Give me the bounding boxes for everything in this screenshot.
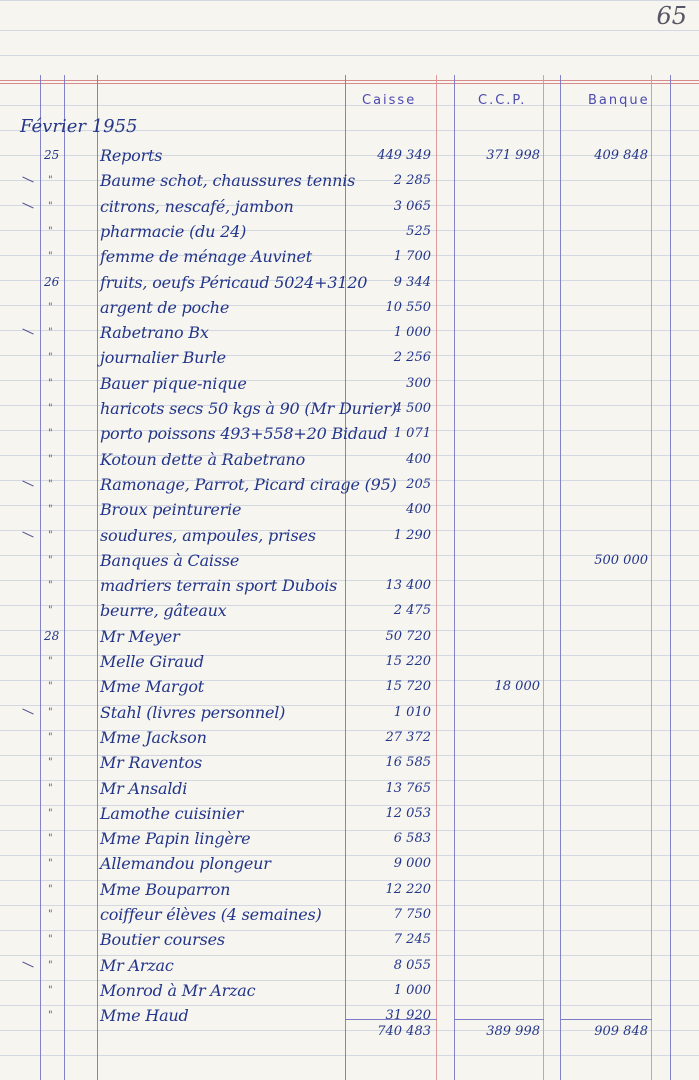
entry-day: 26 bbox=[44, 274, 60, 289]
entry-amount-caisse: 300 bbox=[406, 375, 431, 391]
ledger-row bbox=[0, 320, 699, 345]
entry-day: " bbox=[48, 807, 53, 819]
ledger-row bbox=[0, 776, 699, 801]
ledger-row bbox=[0, 750, 699, 775]
ledger-row bbox=[0, 978, 699, 1003]
entry-amount-caisse: 16 585 bbox=[385, 755, 431, 771]
caisse-header: Caisse bbox=[362, 93, 417, 108]
entry-amount-caisse: 27 372 bbox=[385, 729, 431, 745]
ledger-row bbox=[0, 421, 699, 446]
ledger-row bbox=[0, 270, 699, 295]
entry-amount-banque: 500 000 bbox=[594, 552, 648, 568]
entry-amount-caisse: 1 071 bbox=[393, 426, 431, 442]
entry-day: " bbox=[48, 377, 53, 389]
entry-amount-caisse: 15 220 bbox=[385, 654, 431, 669]
check-mark bbox=[22, 202, 33, 208]
entry-description: Mme Bouparron bbox=[100, 879, 231, 899]
entry-day: " bbox=[48, 327, 53, 339]
entry-description: Mme Haud bbox=[100, 1006, 189, 1026]
ledger-row bbox=[0, 345, 699, 370]
entry-amount-caisse: 15 720 bbox=[385, 679, 431, 695]
entry-day: " bbox=[48, 934, 53, 946]
entry-description: haricots secs 50 kgs à 90 (Mr Durier) bbox=[100, 399, 397, 418]
ledger-row bbox=[0, 143, 699, 168]
ledger-row bbox=[0, 649, 699, 674]
entry-description: Allemandou plongeur bbox=[100, 854, 271, 874]
ledger-row bbox=[0, 902, 699, 927]
entry-day: " bbox=[48, 301, 53, 313]
entry-description: Mr Meyer bbox=[100, 626, 180, 646]
entry-amount-caisse: 449 349 bbox=[377, 148, 431, 163]
entry-description: Ramonage, Parrot, Picard cirage (95) bbox=[100, 474, 397, 494]
ledger-row bbox=[0, 674, 699, 699]
entry-amount-caisse: 3 065 bbox=[393, 198, 431, 214]
entry-amount-caisse: 2 475 bbox=[393, 603, 431, 619]
ledger-row bbox=[0, 598, 699, 623]
ledger-row bbox=[0, 826, 699, 851]
entry-amount-caisse: 1 010 bbox=[393, 704, 431, 720]
check-mark bbox=[22, 329, 33, 335]
entry-amount-caisse: 50 720 bbox=[385, 628, 431, 644]
entry-amount-caisse: 7 245 bbox=[393, 932, 431, 948]
entry-amount-caisse: 9 344 bbox=[393, 274, 431, 290]
ledger-row bbox=[0, 953, 699, 978]
ledger-row bbox=[0, 851, 699, 876]
entry-amount-caisse: 10 550 bbox=[385, 299, 431, 315]
entry-amount-caisse: 13 765 bbox=[385, 780, 431, 796]
ledger-row bbox=[0, 877, 699, 902]
entry-day: " bbox=[48, 605, 53, 617]
entry-description: Mr Ansaldi bbox=[100, 778, 188, 798]
entry-amount-caisse: 2 256 bbox=[393, 350, 431, 366]
entry-description: Monrod à Mr Arzac bbox=[100, 980, 256, 1000]
entry-amount-caisse: 1 000 bbox=[393, 325, 431, 341]
entry-amount-caisse: 12 220 bbox=[385, 881, 431, 897]
check-mark bbox=[22, 708, 33, 714]
entry-description: coiffeur élèves (4 semaines) bbox=[100, 905, 322, 924]
entry-amount-caisse: 13 400 bbox=[385, 578, 431, 594]
entry-description: porto poissons 493+558+20 Bidaud bbox=[100, 424, 388, 444]
ledger-row bbox=[0, 168, 699, 193]
entry-amount-caisse: 1 700 bbox=[393, 249, 431, 265]
entry-description: Reports bbox=[100, 146, 163, 165]
entry-description: madriers terrain sport Dubois bbox=[100, 576, 338, 596]
ledger-row bbox=[0, 548, 699, 573]
entry-day: " bbox=[48, 731, 53, 743]
entry-day: " bbox=[48, 909, 53, 920]
entry-amount-caisse: 4 500 bbox=[393, 401, 431, 416]
page-number: 65 bbox=[656, 2, 687, 30]
entry-day: " bbox=[48, 656, 53, 667]
entry-day: " bbox=[48, 706, 53, 718]
entry-day: " bbox=[48, 681, 53, 693]
entry-description: Mme Jackson bbox=[100, 727, 207, 747]
ledger-row bbox=[0, 725, 699, 750]
entry-day: " bbox=[48, 200, 53, 212]
entry-description: Baume schot, chaussures tennis bbox=[100, 171, 356, 191]
entry-amount-ccp: 18 000 bbox=[494, 679, 540, 695]
entry-amount-caisse: 205 bbox=[406, 476, 431, 492]
check-mark bbox=[22, 480, 33, 486]
ccp-header: C.C.P. bbox=[478, 93, 527, 108]
ledger-row bbox=[0, 295, 699, 320]
ledger-row bbox=[0, 497, 699, 522]
entry-amount-banque: 409 848 bbox=[594, 148, 648, 163]
entry-day: 28 bbox=[44, 628, 60, 643]
entry-description: Mr Arzac bbox=[100, 955, 174, 975]
caisse-total: 740 483 bbox=[377, 1024, 431, 1039]
entry-description: journalier Burle bbox=[100, 348, 226, 368]
entry-day: " bbox=[48, 554, 53, 566]
entry-amount-caisse: 31 920 bbox=[385, 1008, 431, 1024]
ledger-row bbox=[0, 927, 699, 952]
check-mark bbox=[22, 961, 33, 967]
entry-description: pharmacie (du 24) bbox=[100, 221, 247, 241]
entry-description: Kotoun dette à Rabetrano bbox=[100, 449, 306, 469]
entry-description: femme de ménage Auvinet bbox=[100, 247, 312, 267]
entry-day: " bbox=[48, 504, 53, 516]
ccp-total: 389 998 bbox=[486, 1024, 540, 1039]
entry-day: " bbox=[48, 175, 53, 187]
entry-day: " bbox=[48, 403, 53, 414]
entry-amount-caisse: 7 750 bbox=[393, 907, 431, 922]
month-heading: Février 1955 bbox=[20, 116, 138, 137]
entry-amount-caisse: 525 bbox=[406, 223, 431, 239]
entry-description: Mr Raventos bbox=[100, 753, 202, 773]
entry-day: " bbox=[48, 883, 53, 895]
top-margin-rule bbox=[0, 80, 699, 81]
entry-description: Rabetrano Bx bbox=[100, 323, 209, 343]
entry-day: " bbox=[48, 959, 53, 971]
check-mark bbox=[22, 177, 33, 183]
entry-day: " bbox=[48, 757, 53, 769]
entry-description: citrons, nescafé, jambon bbox=[100, 196, 294, 216]
ledger-row bbox=[0, 396, 699, 421]
banque-total: 909 848 bbox=[594, 1024, 648, 1039]
entry-amount-caisse: 12 053 bbox=[385, 805, 431, 821]
entry-day: 25 bbox=[44, 148, 60, 162]
entry-amount-caisse: 1 290 bbox=[393, 527, 431, 543]
entry-day: " bbox=[48, 225, 53, 237]
entry-description: Mme Papin lingère bbox=[100, 829, 251, 849]
ledger-row bbox=[0, 219, 699, 244]
entry-day: " bbox=[48, 580, 53, 592]
ledger-row bbox=[0, 371, 699, 396]
ledger-row bbox=[0, 573, 699, 598]
entry-amount-caisse: 8 055 bbox=[393, 957, 431, 973]
entry-day: " bbox=[48, 352, 53, 364]
entry-amount-caisse: 2 285 bbox=[393, 173, 431, 189]
entry-description: beurre, gâteaux bbox=[100, 601, 227, 621]
entry-description: soudures, ampoules, prises bbox=[100, 525, 316, 545]
entry-amount-caisse: 400 bbox=[406, 502, 431, 518]
entry-day: " bbox=[48, 529, 53, 541]
ledger-row bbox=[0, 194, 699, 219]
entry-day: " bbox=[48, 984, 53, 996]
entry-day: " bbox=[48, 251, 53, 263]
entry-day: " bbox=[48, 1010, 53, 1022]
entry-day: " bbox=[48, 833, 53, 845]
entry-amount-caisse: 6 583 bbox=[393, 831, 431, 847]
ledger-row bbox=[0, 523, 699, 548]
entry-day: " bbox=[48, 453, 53, 465]
top-margin-rule-2 bbox=[0, 83, 699, 84]
entry-day: " bbox=[48, 782, 53, 794]
ledger-row bbox=[0, 472, 699, 497]
entry-amount-caisse: 400 bbox=[406, 451, 431, 467]
entry-amount-caisse: 9 000 bbox=[393, 856, 431, 872]
entry-day: " bbox=[48, 428, 53, 440]
entry-day: " bbox=[48, 478, 53, 490]
ledger-row bbox=[0, 700, 699, 725]
entry-amount-caisse: 1 000 bbox=[393, 982, 431, 998]
entry-description: Bauer pique-nique bbox=[100, 373, 247, 393]
ledger-row bbox=[0, 801, 699, 826]
entry-description: Stahl (livres personnel) bbox=[100, 702, 286, 722]
banque-header: Banque bbox=[588, 93, 650, 108]
entry-description: Melle Giraud bbox=[100, 652, 204, 671]
entry-description: Lamothe cuisinier bbox=[100, 803, 244, 823]
ledger-row bbox=[0, 244, 699, 269]
entry-description: Mme Margot bbox=[100, 677, 204, 697]
ledger-row bbox=[0, 447, 699, 472]
entry-description: fruits, oeufs Péricaud 5024+3120 bbox=[100, 272, 368, 292]
entry-description: Broux peinturerie bbox=[100, 500, 242, 520]
ledger-row bbox=[0, 624, 699, 649]
entry-description: argent de poche bbox=[100, 297, 230, 317]
check-mark bbox=[22, 531, 33, 537]
entry-description: Banques à Caisse bbox=[100, 550, 240, 570]
entry-amount-ccp: 371 998 bbox=[486, 148, 540, 163]
entry-day: " bbox=[48, 858, 53, 870]
entry-description: Boutier courses bbox=[100, 930, 225, 950]
